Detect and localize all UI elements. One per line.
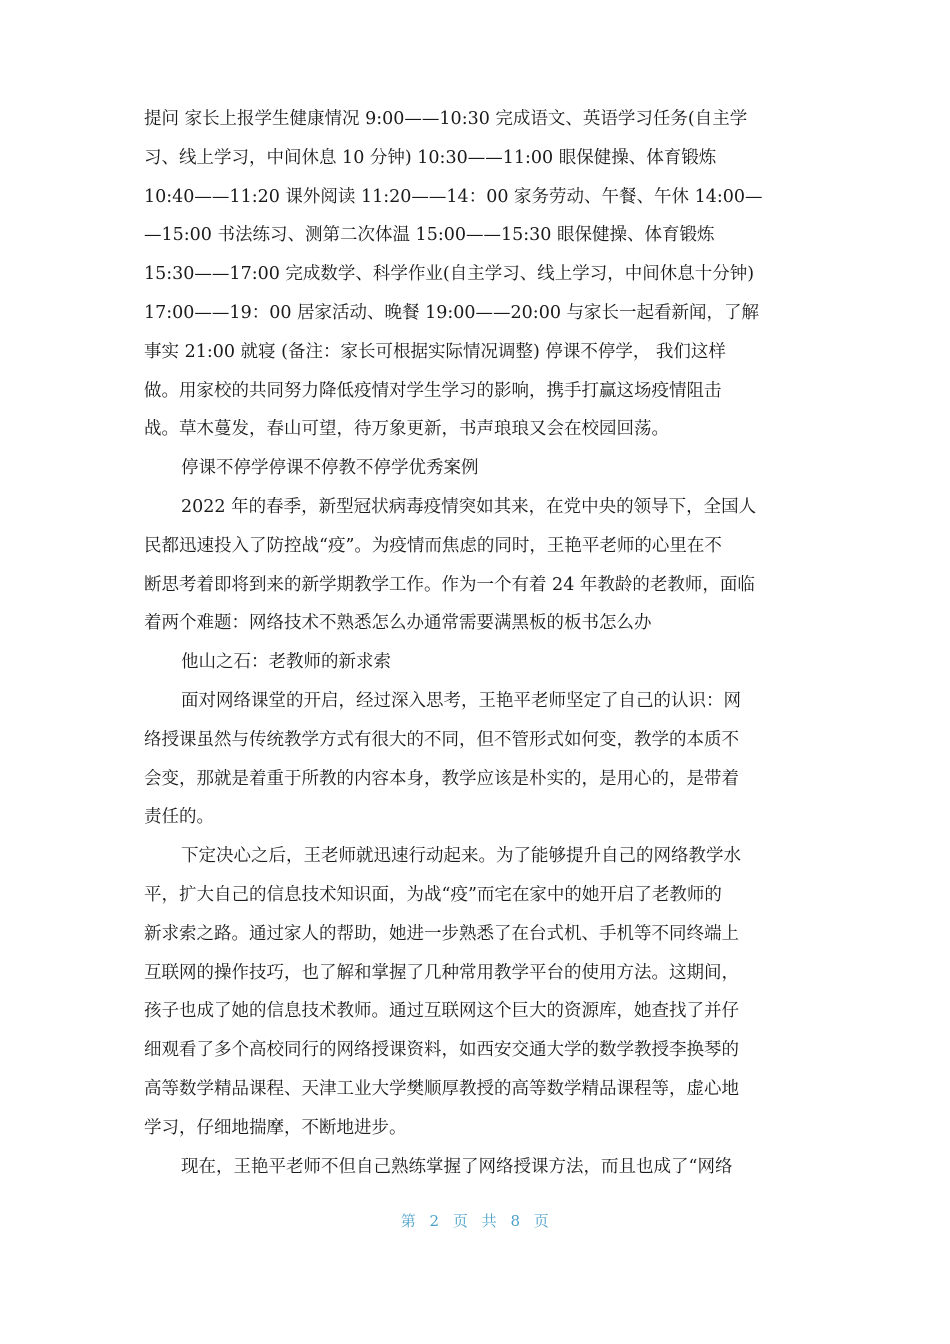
text-line: 10:40——11:20 课外阅读 11:20——14：00 家务劳动、午餐、午休 14:00— xyxy=(144,186,763,207)
text-line: 停课不停学停课不停教不停学优秀案例 xyxy=(181,458,479,479)
document-body xyxy=(144,100,808,1186)
text-line: 面对网络课堂的开启，经过深入思考，王艳平老师坚定了自己的认识：网 xyxy=(181,690,741,711)
text-line: 民都迅速投入了防控战“疫”。为疫情而焦虑的同时，王艳平老师的心里在不 xyxy=(144,535,722,556)
text-line: 学习，仔细地揣摩，不断地进步。 xyxy=(144,1117,407,1138)
text-line: 平，扩大自己的信息技术知识面，为战“疫”而宅在家中的她开启了老教师的 xyxy=(144,884,722,905)
text-line: 他山之石：老教师的新求索 xyxy=(181,652,391,673)
text-line: 2022 年的春季，新型冠状病毒疫情突如其来，在党中央的领导下，全国人 xyxy=(181,496,757,517)
text-line: 习、线上学习，中间休息 10 分钟) 10:30——11:00 眼保健操、体育锻炼 xyxy=(144,147,717,168)
text-line: 现在，王艳平老师不但自己熟练掌握了网络授课方法，而且也成了“网络 xyxy=(181,1156,733,1177)
footer-word-ye-2: 页 xyxy=(533,1212,550,1230)
text-line: 17:00——19：00 居家活动、晚餐 19:00——20:00 与家长一起看新闻，了解 xyxy=(144,302,760,323)
text-line: 断思考着即将到来的新学期教学工作。作为一个有着 24 年教龄的老教师，面临 xyxy=(144,574,755,595)
footer-page-number: 2 xyxy=(429,1212,440,1230)
text-line: —15:00 书法练习、测第二次体温 15:00——15:30 眼保健操、体育锻炼 xyxy=(144,225,715,246)
footer-word-di: 第 xyxy=(400,1212,417,1230)
text-line: 络授课虽然与传统教学方式有很大的不同，但不管形式如何变，教学的本质不 xyxy=(144,729,739,750)
text-line: 细观看了多个高校同行的网络授课资料，如西安交通大学的数学教授李换琴的 xyxy=(144,1040,739,1061)
text-line: 提问 家长上报学生健康情况 9:00——10:30 完成语文、英语学习任务(自主学 xyxy=(144,109,748,129)
text-line: 孩子也成了她的信息技术教师。通过互联网这个巨大的资源库，她查找了并仔 xyxy=(144,1001,739,1022)
footer-total-pages: 8 xyxy=(510,1212,521,1230)
text-line: 战。草木蔓发，春山可望，待万象更新，书声琅琅又会在校园回荡。 xyxy=(144,419,669,440)
page-footer xyxy=(0,1210,950,1231)
footer-word-gong: 共 xyxy=(481,1212,498,1230)
footer-word-ye: 页 xyxy=(452,1212,469,1230)
text-line: 事实 21:00 就寝 (备注：家长可根据实际情况调整) 停课不停学， 我们这样 xyxy=(144,341,726,362)
text-line: 高等数学精品课程、天津工业大学樊顺厚教授的高等数学精品课程等，虚心地 xyxy=(144,1078,739,1099)
text-line: 着两个难题：网络技术不熟悉怎么办通常需要满黑板的板书怎么办 xyxy=(144,613,652,634)
text-line: 下定决心之后，王老师就迅速行动起来。为了能够提升自己的网络教学水 xyxy=(181,846,741,867)
text-line: 15:30——17:00 完成数学、科学作业(自主学习、线上学习，中间休息十分钟) xyxy=(144,264,755,285)
text-line: 做。用家校的共同努力降低疫情对学生学习的影响，携手打赢这场疫情阻击 xyxy=(144,380,722,401)
text-line: 新求索之路。通过家人的帮助，她进一步熟悉了在台式机、手机等不同终端上 xyxy=(144,923,739,944)
text-line: 互联网的操作技巧，也了解和掌握了几种常用教学平台的使用方法。这期间， xyxy=(144,962,739,983)
text-line: 会变，那就是着重于所教的内容本身，教学应该是朴实的，是用心的，是带着 xyxy=(144,768,739,789)
text-line: 责任的。 xyxy=(144,807,214,828)
